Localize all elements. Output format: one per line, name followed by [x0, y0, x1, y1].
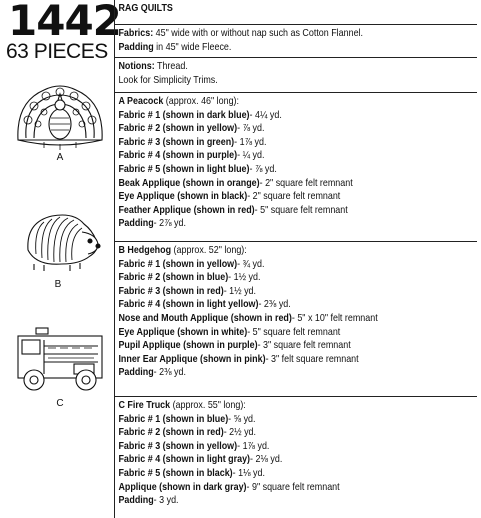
- hedgehog-line: [115, 244, 426, 258]
- peacock-label: Fabric # 1 (shown in dark blue): [118, 109, 250, 121]
- peacock-quilt-illustration: [14, 80, 106, 152]
- firetruck-value: - 1⅞ yd.: [237, 440, 270, 452]
- notions-line: [115, 60, 426, 74]
- peacock-value: (approx. 46" long):: [163, 96, 240, 107]
- peacock-label: Fabric # 4 (shown in purple): [118, 150, 238, 162]
- hedgehog-label: Nose and Mouth Applique (shown in red): [118, 312, 292, 324]
- fabrics-label: Fabrics:: [118, 28, 154, 39]
- hedgehog-line: [115, 285, 426, 299]
- firetruck-value: - ⅝ yd.: [228, 413, 256, 425]
- peacock-value: - 2" square felt remnant: [247, 191, 341, 203]
- notions-line: [115, 74, 426, 88]
- firetruck-label: Fabric # 3 (shown in yellow): [118, 440, 238, 452]
- pattern-sidebar: [0, 0, 121, 518]
- illustration-label-b: B: [54, 279, 62, 290]
- peacock-label: Fabric # 3 (shown in green): [118, 136, 235, 148]
- firetruck-value: - 3 yd.: [153, 495, 179, 507]
- notions-label: Notions:: [118, 61, 155, 72]
- peacock-value: - ⅞ yd.: [237, 123, 265, 135]
- hedgehog-value: - 2⅜ yd.: [153, 367, 186, 379]
- firetruck-line: [115, 413, 426, 427]
- firetruck-value: (approx. 55" long):: [170, 400, 246, 411]
- hedgehog-line: [115, 298, 426, 312]
- materials-panel: [114, 0, 477, 518]
- hedgehog-quilt-illustration: [22, 210, 102, 272]
- firetruck-label: Fabric # 2 (shown in red): [118, 427, 224, 439]
- hedgehog-line: [115, 339, 426, 353]
- hedgehog-value: - 5" x 10" felt remnant: [291, 312, 378, 324]
- peacock-label: Fabric # 5 (shown in light blue): [118, 163, 250, 175]
- hedgehog-label: Fabric # 3 (shown in red): [118, 285, 224, 297]
- section-heading: RAG QUILTS: [118, 3, 173, 14]
- hedgehog-value: - 1½ yd.: [228, 272, 261, 284]
- fabrics-value: 45" wide with or without nap such as Cotton Flannel.: [153, 28, 364, 39]
- divider: [115, 92, 477, 93]
- fabrics-line: [115, 27, 426, 41]
- peacock-label: Feather Applique (shown in red): [118, 204, 255, 216]
- firetruck-line: [115, 426, 426, 440]
- hedgehog-label: Fabric # 1 (shown in yellow): [118, 258, 238, 270]
- hedgehog-label: Padding: [118, 367, 154, 379]
- peacock-label: Padding: [118, 218, 154, 230]
- peacock-line: [115, 109, 426, 123]
- peacock-label: Eye Applique (shown in black): [118, 191, 248, 203]
- hedgehog-value: (approx. 52" long):: [171, 245, 247, 256]
- hedgehog-value: - 5" square felt remnant: [247, 326, 341, 338]
- hedgehog-line: [115, 326, 426, 340]
- peacock-section: [115, 95, 477, 231]
- divider: [115, 24, 477, 25]
- hedgehog-value: - ¾ yd.: [237, 258, 265, 270]
- peacock-line: [115, 122, 426, 136]
- hedgehog-label: Inner Ear Applique (shown in pink): [118, 353, 266, 365]
- hedgehog-label: B Hedgehog: [118, 245, 172, 256]
- hedgehog-value: - 1½ yd.: [223, 285, 256, 297]
- fabrics-section: [115, 27, 477, 54]
- fire-truck-quilt-illustration: [14, 324, 106, 396]
- pattern-number: 1442: [8, 0, 121, 45]
- peacock-line: [115, 217, 426, 231]
- hedgehog-value: - 2⅜ yd.: [258, 299, 291, 311]
- peacock-value: - 2⅞ yd.: [153, 218, 186, 230]
- hedgehog-section: [115, 244, 477, 380]
- divider: [115, 241, 477, 242]
- peacock-value: - 1⅞ yd.: [234, 136, 267, 148]
- firetruck-label: Fabric # 1 (shown in blue): [118, 413, 229, 425]
- firetruck-section: [115, 399, 477, 508]
- notions-value: Look for Simplicity Trims.: [118, 74, 218, 86]
- hedgehog-line: [115, 271, 426, 285]
- peacock-value: - ⅞ yd.: [249, 163, 277, 175]
- peacock-label: Fabric # 2 (shown in yellow): [118, 123, 238, 135]
- hedgehog-label: Pupil Applique (shown in purple): [118, 340, 258, 352]
- peacock-label: Beak Applique (shown in orange): [118, 177, 260, 189]
- firetruck-line: [115, 494, 426, 508]
- hedgehog-value: - 3" square felt remnant: [257, 340, 351, 352]
- hedgehog-label: Fabric # 2 (shown in blue): [118, 272, 229, 284]
- peacock-value: - ¼ yd.: [237, 150, 265, 162]
- firetruck-label: Applique (shown in dark gray): [118, 481, 247, 493]
- hedgehog-line: [115, 353, 426, 367]
- firetruck-value: - 2½ yd.: [223, 427, 256, 439]
- peacock-line: [115, 190, 426, 204]
- hedgehog-value: - 3" felt square remnant: [265, 353, 359, 365]
- peacock-label: A Peacock: [118, 96, 164, 107]
- firetruck-line: [115, 453, 426, 467]
- fabrics-label: Padding: [118, 41, 154, 53]
- hedgehog-label: Eye Applique (shown in white): [118, 326, 248, 338]
- firetruck-line: [115, 467, 426, 481]
- fabrics-value: in 45" wide Fleece.: [153, 41, 232, 53]
- hedgehog-line: [115, 366, 426, 380]
- peacock-value: - 4¼ yd.: [249, 109, 282, 121]
- fabrics-line: [115, 41, 426, 55]
- firetruck-value: - 2⅛ yd.: [250, 454, 283, 466]
- notions-value: Thread.: [154, 61, 188, 72]
- hedgehog-line: [115, 312, 426, 326]
- firetruck-line: [115, 399, 426, 413]
- peacock-line: [115, 204, 426, 218]
- firetruck-label: Fabric # 5 (shown in black): [118, 467, 233, 479]
- firetruck-label: Fabric # 4 (shown in light gray): [118, 454, 251, 466]
- pieces-count: 63 PIECES: [6, 40, 108, 63]
- peacock-value: - 2" square felt remnant: [259, 177, 353, 189]
- peacock-line: [115, 136, 426, 150]
- firetruck-label: C Fire Truck: [118, 400, 171, 411]
- peacock-line: [115, 177, 426, 191]
- hedgehog-label: Fabric # 4 (shown in light yellow): [118, 299, 259, 311]
- section-title: [115, 2, 477, 16]
- firetruck-line: [115, 481, 426, 495]
- peacock-value: - 5" square felt remnant: [254, 204, 348, 216]
- divider: [115, 396, 477, 397]
- hedgehog-line: [115, 258, 426, 272]
- firetruck-label: Padding: [118, 495, 154, 507]
- firetruck-value: - 9" square felt remnant: [246, 481, 340, 493]
- firetruck-line: [115, 440, 426, 454]
- illustration-label-a: A: [56, 152, 64, 163]
- notions-section: [115, 60, 477, 87]
- firetruck-value: - 1⅛ yd.: [232, 467, 265, 479]
- illustration-label-c: C: [56, 398, 64, 409]
- peacock-line: [115, 95, 426, 109]
- divider: [115, 57, 477, 58]
- peacock-line: [115, 149, 426, 163]
- peacock-line: [115, 163, 426, 177]
